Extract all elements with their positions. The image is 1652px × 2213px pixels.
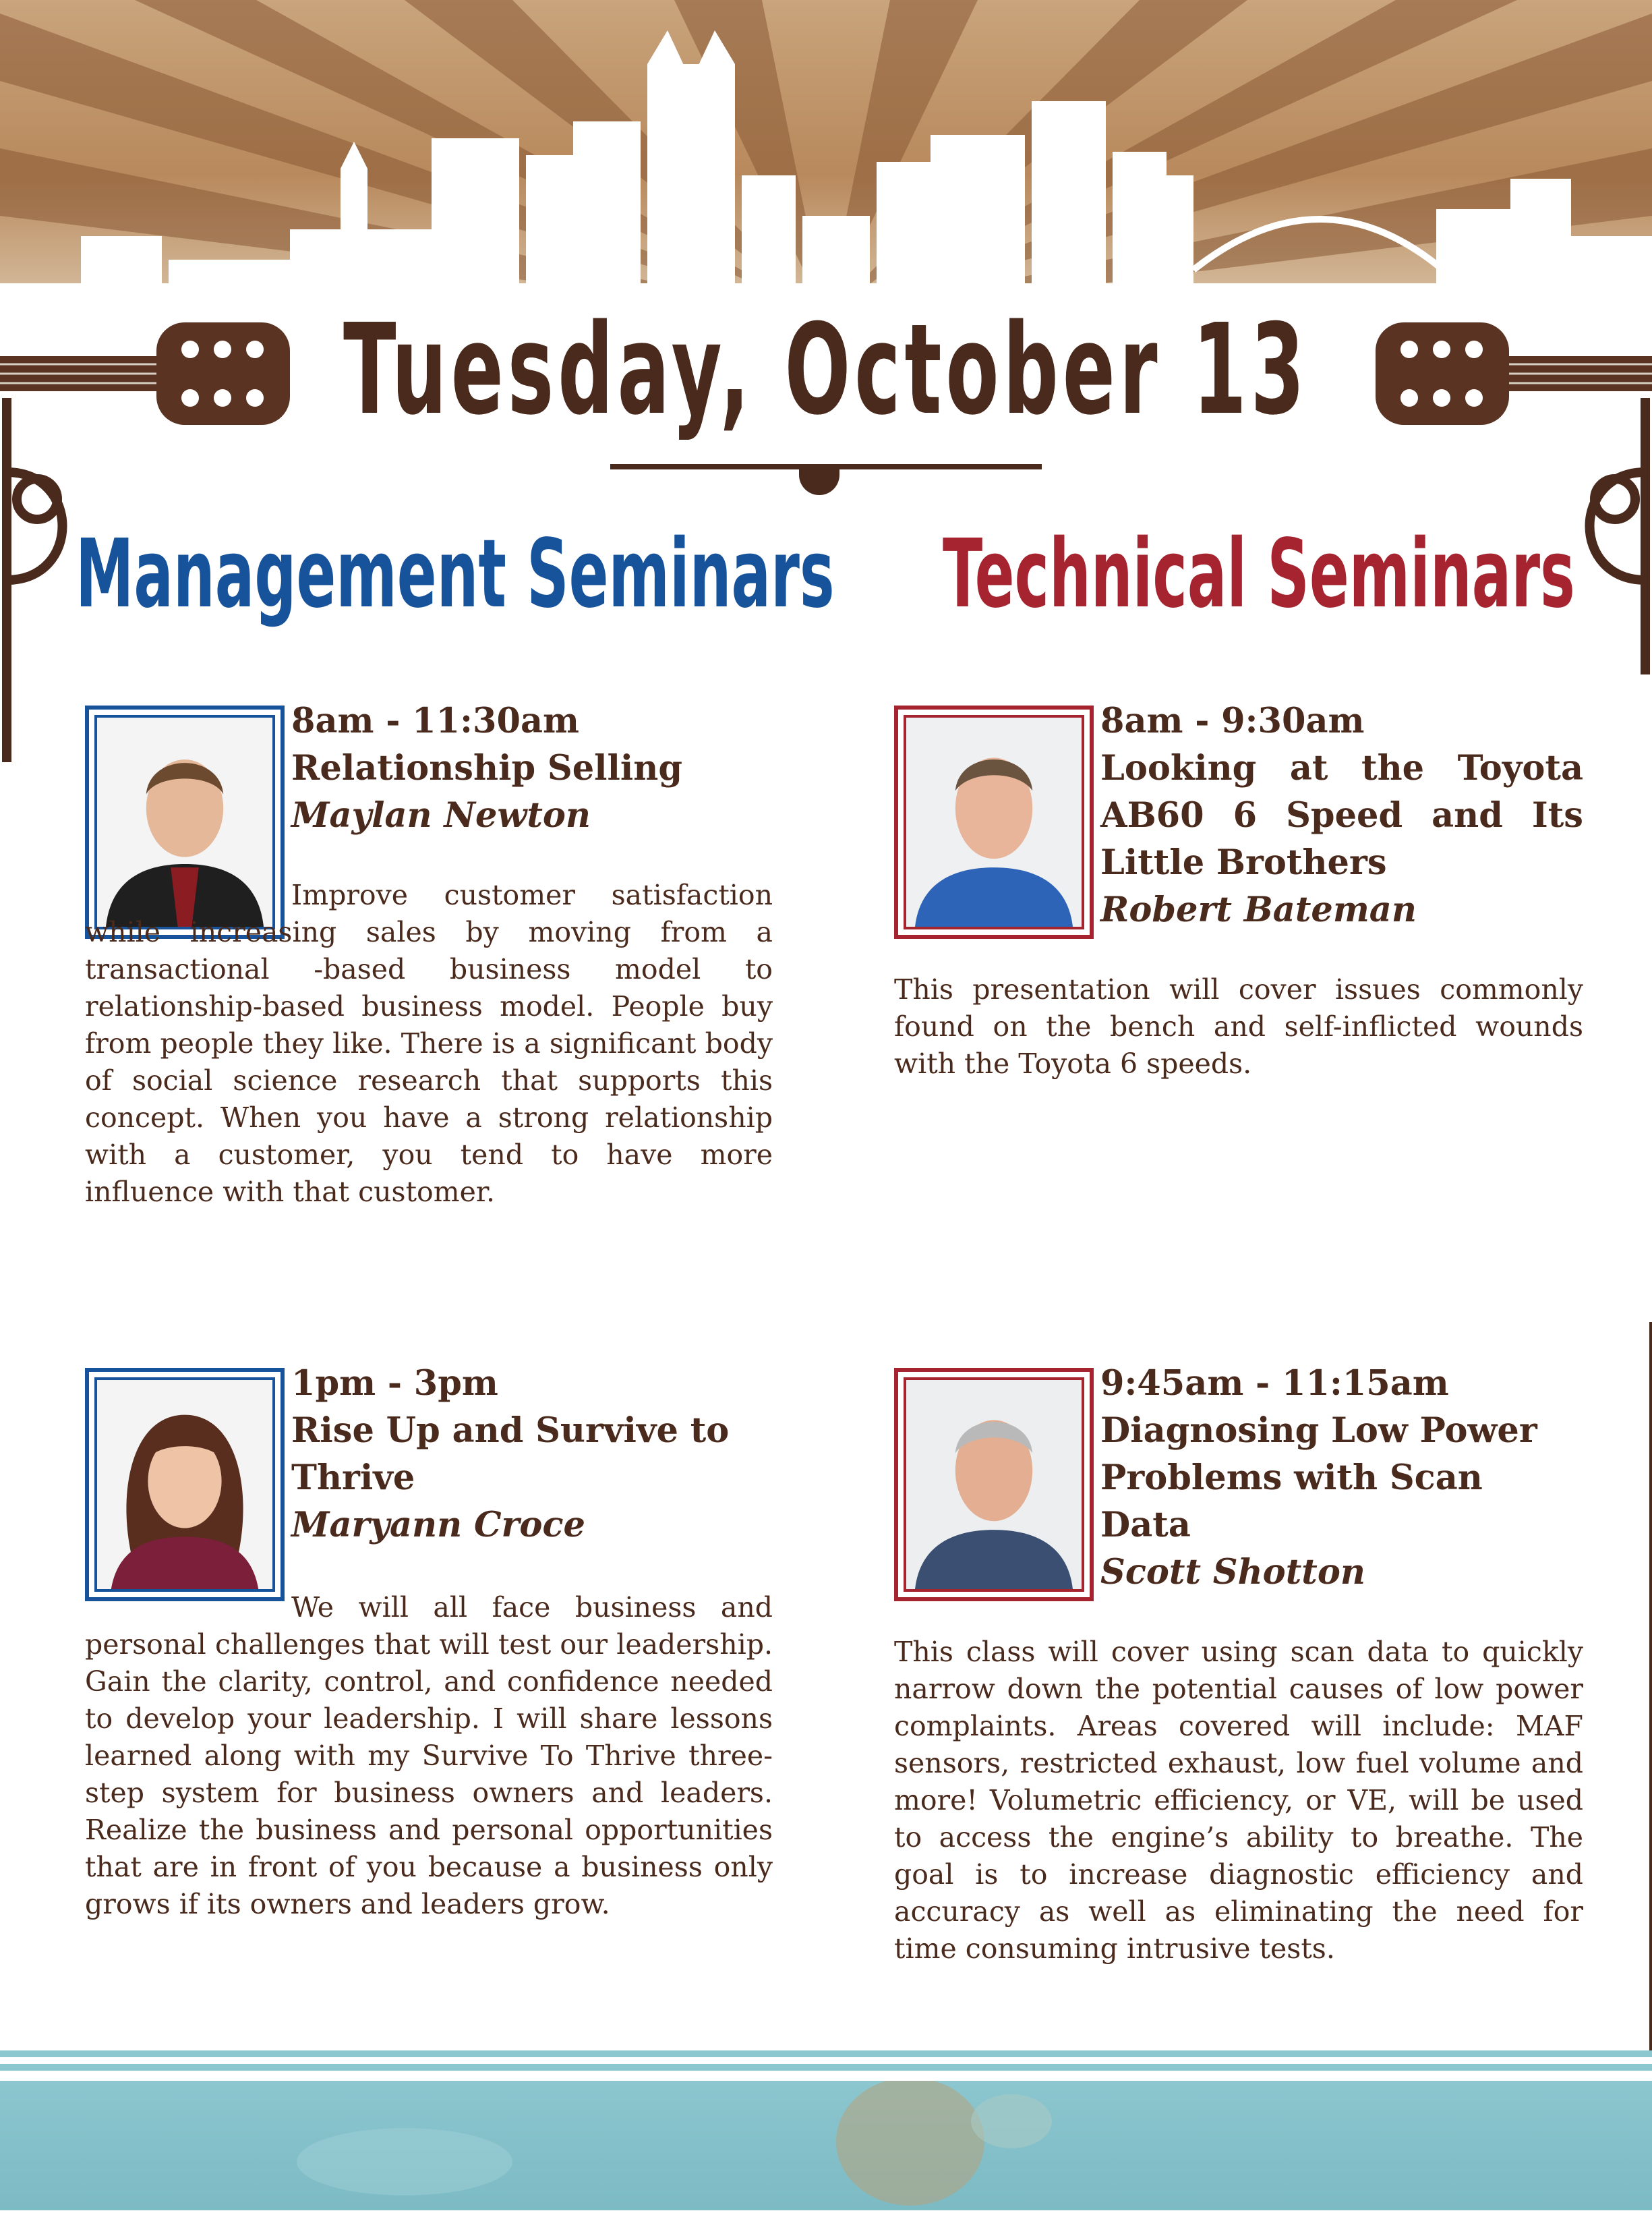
footer-stripes	[0, 2050, 1652, 2081]
seminar-heading	[291, 697, 763, 839]
man-portrait-icon	[906, 718, 1082, 927]
footer-texture	[0, 2081, 1652, 2210]
city-skyline-illustration	[0, 0, 1652, 317]
seminar-title: Diagnosing Low Power Problems with Scan Data	[1100, 1410, 1537, 1545]
seminar-description: This class will cover using scan data to quickly narrow down the potential causes of low power complaints. Areas covered will include: MAF sensors, restricted exhaust, low fuel volume and more! Volumetric efficiency, or VE, will be used to access the engine’s ability to breathe. The goal is to increase diagnostic efficiency and accuracy as well as eliminating the need for time consuming intrusive tests.	[894, 1636, 1583, 1965]
seminar-heading	[1100, 1360, 1583, 1596]
seminar-time: 8am - 9:30am	[1100, 701, 1365, 741]
seminar-time: 8am - 11:30am	[291, 701, 579, 741]
page-title: Tuesday, October 13	[343, 297, 1309, 442]
technical-section-title: Technical Seminars	[943, 519, 1575, 629]
edge-rule	[1649, 1322, 1652, 2050]
seminar-description: This presentation will cover issues commonly found on the bench and self-inflicted wounds with the Toyota 6 speeds.	[894, 973, 1583, 1080]
seminar-title: Relationship Selling	[291, 748, 683, 788]
seminar-heading	[291, 1360, 763, 1549]
seminar-time: 1pm - 3pm	[291, 1363, 498, 1404]
seminar-speaker: Maryann Croce	[291, 1505, 585, 1545]
seminar-heading	[1100, 697, 1583, 933]
seminar-speaker: Robert Bateman	[1100, 890, 1417, 930]
seminar-title: Looking at the Toyota AB60 6 Speed and Its Little Brothers	[1100, 748, 1583, 883]
footer-band	[0, 2081, 1652, 2210]
seminar-description: We will all face business and personal challenges that will test our leadership. Gain the clarity, control, and confidence needed to develop your leadership. I will share lessons learned along with my Survive To Thrive three-step system for business owners and leaders. Realize the business and personal opportunities that are in front of you because a business only grows if its owners and leaders grow.	[85, 1591, 773, 1920]
woman-portrait-icon	[97, 1380, 272, 1589]
speaker-photo-robert-bateman	[894, 706, 1094, 939]
seminar-title: Rise Up and Survive to Thrive	[291, 1410, 730, 1498]
seminar-speaker: Scott Shotton	[1100, 1552, 1365, 1592]
header-banner	[0, 0, 1652, 317]
man-portrait-icon	[906, 1380, 1082, 1589]
speaker-photo-scott-shotton	[894, 1368, 1094, 1601]
speaker-photo-maryann-croce	[85, 1368, 285, 1601]
management-section-title: Management Seminars	[76, 519, 835, 629]
seminar-description: Improve customer satisfaction while increasing sales by moving from a transactional -based business model to relationship-based business model. People buy from people they like. There is a significant body of social science research that supports this concept. When you have a strong relationship with a customer, you tend to have more influence with that customer.	[85, 879, 773, 1208]
seminar-speaker: Maylan Newton	[291, 795, 591, 836]
seminar-time: 9:45am - 11:15am	[1100, 1363, 1449, 1404]
